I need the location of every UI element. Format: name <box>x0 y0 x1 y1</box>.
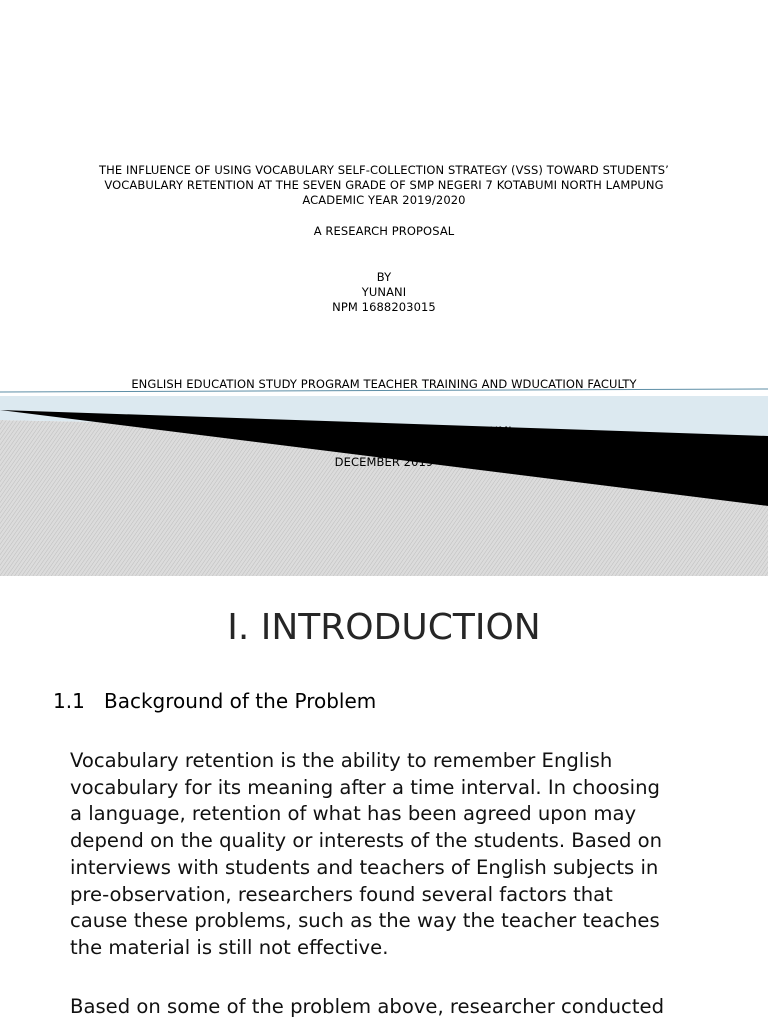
paragraph-line: Vocabulary retention is the ability to remember English <box>70 749 613 772</box>
body-paragraph <box>70 994 730 1021</box>
title-line: ACADEMIC YEAR 2019/2020 <box>302 193 466 207</box>
paragraph-line: Based on some of the problem above, researcher conducted <box>70 995 665 1018</box>
paragraph-line: vocabulary for its meaning after a time interval. In choosing <box>70 775 660 799</box>
section-title: Background of the Problem <box>104 689 377 713</box>
document-type: A RESEARCH PROPOSAL <box>313 224 455 238</box>
section-number: 1.1 <box>53 689 85 713</box>
university-name: UNIVERSITY OF MUHAMMADIYAH KOTABUMI <box>256 424 512 438</box>
paragraph-line: a language, retention of what has been agreed upon may <box>70 802 637 826</box>
body-paragraph <box>70 748 730 962</box>
proposal-date: DECEMBER 2019 <box>334 455 434 469</box>
paragraph-line: pre-observation, researchers found several factors that <box>70 882 613 906</box>
paragraph-line: cause these problems, such as the way the teacher teaches <box>70 909 660 933</box>
title-line: VOCABULARY RETENTION AT THE SEVEN GRADE OF SMP NEGERI 7 KOTABUMI NORTH LAMPUNG <box>104 178 664 192</box>
paragraph-line: interviews with students and teachers of English subjects in <box>70 855 659 879</box>
introduction-slide <box>0 576 768 1024</box>
author-block <box>0 270 768 315</box>
author-name: YUNANI <box>361 285 407 299</box>
paragraph-line: depend on the quality or interests of the students. Based on <box>70 829 663 853</box>
student-number: NPM 1688203015 <box>332 300 436 314</box>
section-heading <box>53 687 376 715</box>
title-line: THE INFLUENCE OF USING VOCABULARY SELF-COLLECTION STRATEGY (VSS) TOWARD STUDENTS’ <box>99 163 669 177</box>
proposal-title <box>0 163 768 208</box>
faculty-name: ENGLISH EDUCATION STUDY PROGRAM TEACHER TRAINING AND WDUCATION FACULTY <box>131 377 637 391</box>
slide-heading: I. INTRODUCTION <box>227 607 541 648</box>
paragraph-line: the material is still not effective. <box>70 935 389 959</box>
by-label: BY <box>376 270 392 284</box>
